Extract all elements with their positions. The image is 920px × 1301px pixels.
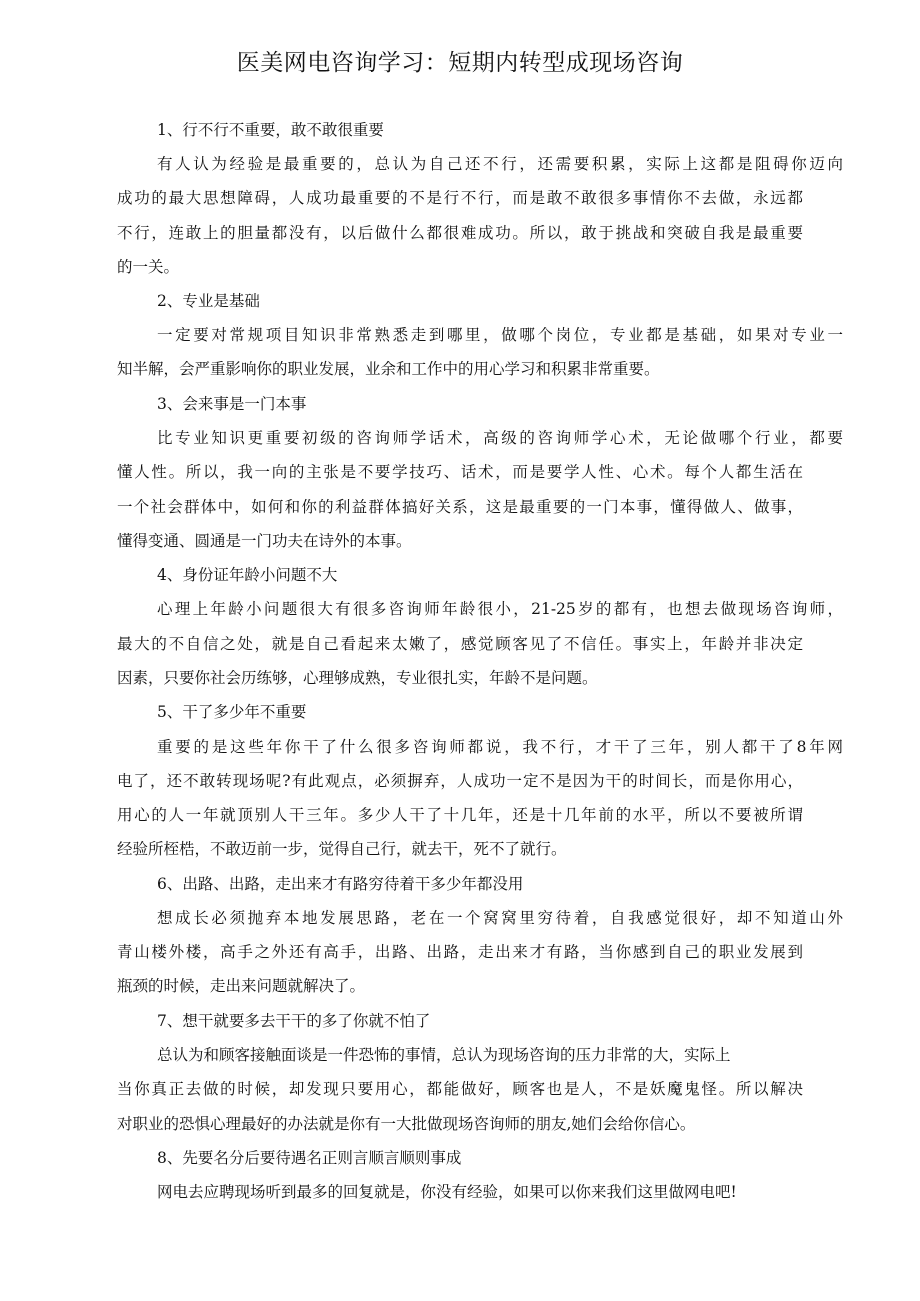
paragraph-line: 一定要对常规项目知识非常熟悉走到哪里，做哪个岗位，专业都是基础，如果对专业一 xyxy=(157,326,843,344)
paragraph-line: 有人认为经验是最重要的，总认为自己还不行，还需要积累，实际上这都是阻碍你迈向 xyxy=(157,155,843,173)
paragraph-line: 总认为和顾客接触面谈是一件恐怖的事情，总认为现场咨询的压力非常的大，实际上 xyxy=(157,1046,731,1064)
paragraph-line: 心理上年龄小问题很大有很多咨询师年龄很小，21-25岁的都有，也想去做现场咨询师， xyxy=(157,600,843,618)
paragraph-line: 经验所桎梏，不敢迈前一步，觉得自己行，就去干，死不了就行。 xyxy=(117,840,567,858)
section-heading-4: 4、身份证年龄小问题不大 xyxy=(157,566,338,584)
section-heading-8: 8、先要名分后要待遇名正则言顺言顺则事成 xyxy=(157,1149,462,1167)
paragraph-line: 懂人性。所以，我一向的主张是不要学技巧、话术，而是要学人性、心术。每个人都生活在 xyxy=(117,463,803,481)
paragraph-line: 瓶颈的时候，走出来问题就解决了。 xyxy=(117,977,366,995)
paragraph-line: 不行，连敢上的胆量都没有，以后做什么都很难成功。所以，敢于挑战和突破自我是最重要 xyxy=(117,224,803,242)
paragraph-line: 用心的人一年就顶别人干三年。多少人干了十几年，还是十几年前的水平，所以不要被所谓 xyxy=(117,806,803,824)
paragraph-line: 青山楼外楼，高手之外还有高手，出路、出路，走出来才有路，当你感到自己的职业发展到 xyxy=(117,943,803,961)
paragraph-line: 当你真正去做的时候，却发现只要用心，都能做好，顾客也是人，不是妖魔鬼怪。所以解决 xyxy=(117,1080,803,1098)
paragraph-line: 懂得变通、圆通是一门功夫在诗外的本事。 xyxy=(117,532,412,550)
paragraph-line: 因素，只要你社会历练够，心理够成熟，专业很扎实，年龄不是问题。 xyxy=(117,669,598,687)
section-heading-1: 1、行不行不重要，敢不敢很重要 xyxy=(157,121,384,139)
paragraph-line: 想成长必须抛弃本地发展思路，老在一个窝窝里穷待着，自我感觉很好，却不知道山外 xyxy=(157,909,843,927)
paragraph-line: 一个社会群体中，如何和你的利益群体搞好关系，这是最重要的一门本事，懂得做人、做事， xyxy=(117,498,803,516)
section-heading-5: 5、干了多少年不重要 xyxy=(157,703,307,721)
paragraph-line: 最大的不自信之处，就是自己看起来太嫩了，感觉顾客见了不信任。事实上，年龄并非决定 xyxy=(117,635,803,653)
paragraph-line: 的一关。 xyxy=(117,258,180,276)
paragraph-line: 电了，还不敢转现场呢?有此观点，必须摒弃，人成功一定不是因为干的时间长，而是你用心， xyxy=(117,772,803,790)
paragraph-line: 网电去应聘现场听到最多的回复就是，你没有经验，如果可以你来我们这里做网电吧! xyxy=(157,1183,737,1201)
paragraph-line: 对职业的恐惧心理最好的办法就是你有一大批做现场咨询师的朋友,她们会给你信心。 xyxy=(117,1115,696,1133)
paragraph-line: 知半解，会严重影响你的职业发展，业余和工作中的用心学习和积累非常重要。 xyxy=(117,360,660,378)
section-heading-6: 6、出路、出路，走出来才有路穷待着干多少年都没用 xyxy=(157,875,524,893)
section-heading-7: 7、想干就要多去干干的多了你就不怕了 xyxy=(157,1012,431,1030)
paragraph-line: 成功的最大思想障碍，人成功最重要的不是行不行，而是敢不敢很多事情你不去做，永远都 xyxy=(117,189,803,207)
paragraph-line: 比专业知识更重要初级的咨询师学话术，高级的咨询师学心术，无论做哪个行业，都要 xyxy=(157,429,843,447)
document-title: 医美网电咨询学习：短期内转型成现场咨询 xyxy=(236,50,684,76)
paragraph-line: 重要的是这些年你干了什么很多咨询师都说，我不行，才干了三年，别人都干了8年网 xyxy=(157,738,843,756)
section-heading-3: 3、会来事是一门本事 xyxy=(157,395,307,413)
section-heading-2: 2、专业是基础 xyxy=(157,292,260,310)
